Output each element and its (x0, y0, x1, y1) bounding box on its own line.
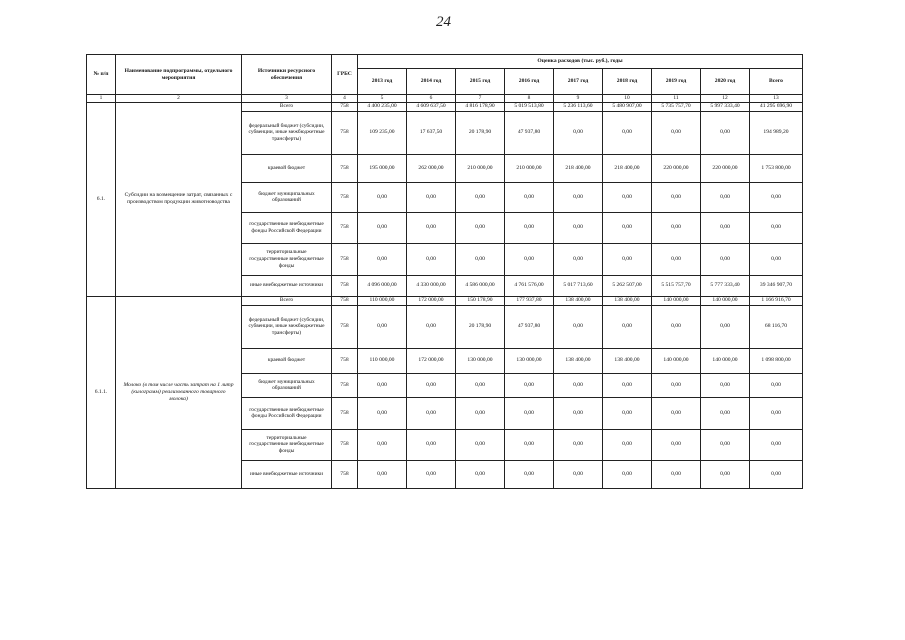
value-cell: 109 235,00 (358, 111, 407, 154)
value-cell: 4 609 637,50 (407, 102, 456, 111)
budget-table (86, 54, 803, 489)
column-number: 8 (505, 95, 554, 103)
header-name: Наименование подпрограммы, отдельного мероприятия (116, 55, 242, 95)
column-number: 10 (603, 95, 652, 103)
value-cell: 0,00 (701, 429, 750, 460)
source-cell: Всего (242, 296, 332, 305)
column-numbers-row (87, 95, 803, 103)
column-number: 3 (242, 95, 332, 103)
total-value-cell: 0,00 (750, 212, 803, 243)
value-cell: 0,00 (652, 243, 701, 275)
value-cell: 0,00 (603, 212, 652, 243)
value-cell: 17 637,50 (407, 111, 456, 154)
value-cell: 5 997 333,40 (701, 102, 750, 111)
header-estimate: Оценка расходов (тыс. руб.), годы (358, 55, 803, 69)
column-number: 2 (116, 95, 242, 103)
value-cell: 138 400,00 (603, 296, 652, 305)
value-cell: 110 000,00 (358, 296, 407, 305)
value-cell: 4 400 235,00 (358, 102, 407, 111)
section-name: Субсидии на возмещение затрат, связанных с производством продукции животноводства (116, 102, 242, 296)
value-cell: 0,00 (407, 429, 456, 460)
grbs-cell: 758 (332, 102, 358, 111)
value-cell: 0,00 (603, 111, 652, 154)
source-cell: Всего (242, 102, 332, 111)
grbs-cell: 758 (332, 111, 358, 154)
grbs-cell: 758 (332, 296, 358, 305)
value-cell: 195 000,00 (358, 154, 407, 182)
value-cell: 5 777 333,40 (701, 275, 750, 296)
column-number: 6 (407, 95, 456, 103)
grbs-cell: 758 (332, 243, 358, 275)
total-value-cell: 0,00 (750, 397, 803, 429)
total-value-cell: 1 098 800,00 (750, 348, 803, 373)
value-cell: 0,00 (701, 460, 750, 488)
value-cell: 138 400,00 (554, 348, 603, 373)
value-cell: 0,00 (407, 212, 456, 243)
value-cell: 0,00 (456, 212, 505, 243)
source-cell: бюджет муниципальных образований (242, 182, 332, 212)
value-cell: 172 000,00 (407, 348, 456, 373)
header-year: 2014 год (407, 69, 456, 95)
value-cell: 0,00 (407, 243, 456, 275)
total-value-cell: 1 166 916,70 (750, 296, 803, 305)
value-cell: 4 586 000,00 (456, 275, 505, 296)
value-cell: 47 937,80 (505, 305, 554, 348)
value-cell: 140 000,00 (701, 296, 750, 305)
value-cell: 0,00 (554, 111, 603, 154)
value-cell: 220 000,00 (652, 154, 701, 182)
source-cell: территориальные государственные внебюджетные фонды (242, 243, 332, 275)
total-value-cell: 194 989,20 (750, 111, 803, 154)
table-row-total (87, 102, 803, 111)
total-value-cell: 0,00 (750, 373, 803, 397)
column-number: 5 (358, 95, 407, 103)
grbs-cell: 758 (332, 275, 358, 296)
header-year: 2013 год (358, 69, 407, 95)
header-year: 2019 год (652, 69, 701, 95)
source-cell: краевой бюджет (242, 348, 332, 373)
value-cell: 0,00 (456, 243, 505, 275)
value-cell: 47 937,80 (505, 111, 554, 154)
value-cell: 0,00 (701, 397, 750, 429)
table-row-total (87, 296, 803, 305)
value-cell: 220 000,00 (701, 154, 750, 182)
grbs-cell: 758 (332, 212, 358, 243)
source-cell: государственные внебюджетные фонды Российской Федерации (242, 212, 332, 243)
value-cell: 4 816 178,90 (456, 102, 505, 111)
value-cell: 0,00 (407, 373, 456, 397)
column-number: 12 (701, 95, 750, 103)
section-name: Молоко (в том числе часть затрат на 1 литр (килограмм) реализованного товарного молока) (116, 296, 242, 488)
value-cell: 0,00 (505, 397, 554, 429)
value-cell: 0,00 (554, 305, 603, 348)
value-cell: 0,00 (358, 397, 407, 429)
section-number: 6.1. (87, 102, 116, 296)
value-cell: 0,00 (456, 429, 505, 460)
column-number: 9 (554, 95, 603, 103)
value-cell: 140 000,00 (652, 296, 701, 305)
header-year: 2020 год (701, 69, 750, 95)
value-cell: 0,00 (358, 305, 407, 348)
page-number: 24 (436, 14, 451, 30)
value-cell: 0,00 (505, 373, 554, 397)
value-cell: 130 000,00 (505, 348, 554, 373)
value-cell: 0,00 (603, 305, 652, 348)
value-cell: 0,00 (554, 182, 603, 212)
column-number: 4 (332, 95, 358, 103)
section-number: 6.1.1. (87, 296, 116, 488)
value-cell: 210 000,00 (456, 154, 505, 182)
header-year: 2018 год (603, 69, 652, 95)
source-cell: государственные внебюджетные фонды Российской Федерации (242, 397, 332, 429)
value-cell: 0,00 (358, 460, 407, 488)
column-number: 11 (652, 95, 701, 103)
value-cell: 0,00 (358, 429, 407, 460)
column-number: 7 (456, 95, 505, 103)
value-cell: 0,00 (407, 305, 456, 348)
value-cell: 5 735 757,70 (652, 102, 701, 111)
header-year: 2015 год (456, 69, 505, 95)
value-cell: 0,00 (652, 305, 701, 348)
value-cell: 0,00 (505, 182, 554, 212)
value-cell: 0,00 (456, 460, 505, 488)
value-cell: 0,00 (652, 397, 701, 429)
value-cell: 262 000,00 (407, 154, 456, 182)
total-value-cell: 0,00 (750, 182, 803, 212)
value-cell: 130 000,00 (456, 348, 505, 373)
total-value-cell: 41 295 696,90 (750, 102, 803, 111)
value-cell: 5 262 507,00 (603, 275, 652, 296)
value-cell: 0,00 (456, 373, 505, 397)
header-source: Источники ресурсного обеспечения (242, 55, 332, 95)
header-year-total: Всего (750, 69, 803, 95)
value-cell: 0,00 (358, 182, 407, 212)
header-number: № п/п (87, 55, 116, 95)
total-value-cell: 1 753 800,00 (750, 154, 803, 182)
value-cell: 0,00 (554, 373, 603, 397)
column-number: 1 (87, 95, 116, 103)
value-cell: 218 400,00 (554, 154, 603, 182)
grbs-cell: 758 (332, 348, 358, 373)
value-cell: 0,00 (603, 460, 652, 488)
grbs-cell: 758 (332, 182, 358, 212)
value-cell: 5 236 113,60 (554, 102, 603, 111)
value-cell: 218 400,00 (603, 154, 652, 182)
source-cell: бюджет муниципальных образований (242, 373, 332, 397)
grbs-cell: 758 (332, 397, 358, 429)
value-cell: 172 000,00 (407, 296, 456, 305)
value-cell: 0,00 (652, 373, 701, 397)
value-cell: 0,00 (554, 212, 603, 243)
value-cell: 140 000,00 (701, 348, 750, 373)
grbs-cell: 758 (332, 154, 358, 182)
value-cell: 5 480 907,00 (603, 102, 652, 111)
header-year: 2017 год (554, 69, 603, 95)
value-cell: 0,00 (554, 429, 603, 460)
total-value-cell: 0,00 (750, 243, 803, 275)
header-year: 2016 год (505, 69, 554, 95)
value-cell: 0,00 (652, 429, 701, 460)
value-cell: 20 178,90 (456, 111, 505, 154)
value-cell: 0,00 (358, 212, 407, 243)
value-cell: 0,00 (652, 212, 701, 243)
grbs-cell: 758 (332, 305, 358, 348)
value-cell: 138 400,00 (554, 296, 603, 305)
grbs-cell: 758 (332, 460, 358, 488)
value-cell: 4 096 000,00 (358, 275, 407, 296)
header-grbs: ГРБС (332, 55, 358, 95)
total-value-cell: 39 346 907,70 (750, 275, 803, 296)
grbs-cell: 758 (332, 429, 358, 460)
value-cell: 0,00 (603, 429, 652, 460)
source-cell: федеральный бюджет (субсидии, субвенции, иные межбюджетные трансферты) (242, 305, 332, 348)
value-cell: 0,00 (701, 212, 750, 243)
value-cell: 0,00 (701, 182, 750, 212)
value-cell: 0,00 (554, 243, 603, 275)
value-cell: 0,00 (603, 373, 652, 397)
source-cell: иные внебюджетные источники (242, 275, 332, 296)
value-cell: 0,00 (603, 182, 652, 212)
value-cell: 177 937,80 (505, 296, 554, 305)
source-cell: федеральный бюджет (субсидии, субвенции, иные межбюджетные трансферты) (242, 111, 332, 154)
value-cell: 110 000,00 (358, 348, 407, 373)
total-value-cell: 68 116,70 (750, 305, 803, 348)
value-cell: 0,00 (554, 460, 603, 488)
source-cell: территориальные государственные внебюджетные фонды (242, 429, 332, 460)
value-cell: 0,00 (358, 243, 407, 275)
value-cell: 0,00 (407, 182, 456, 212)
value-cell: 0,00 (407, 397, 456, 429)
value-cell: 0,00 (456, 397, 505, 429)
value-cell: 140 000,00 (652, 348, 701, 373)
value-cell: 0,00 (505, 243, 554, 275)
value-cell: 0,00 (603, 243, 652, 275)
value-cell: 4 761 576,00 (505, 275, 554, 296)
value-cell: 0,00 (652, 182, 701, 212)
total-value-cell: 0,00 (750, 429, 803, 460)
value-cell: 0,00 (505, 429, 554, 460)
value-cell: 0,00 (554, 397, 603, 429)
value-cell: 0,00 (701, 243, 750, 275)
value-cell: 0,00 (505, 212, 554, 243)
value-cell: 0,00 (456, 182, 505, 212)
value-cell: 0,00 (652, 111, 701, 154)
value-cell: 4 330 000,00 (407, 275, 456, 296)
value-cell: 210 000,00 (505, 154, 554, 182)
value-cell: 138 400,00 (603, 348, 652, 373)
value-cell: 0,00 (358, 373, 407, 397)
value-cell: 5 515 757,70 (652, 275, 701, 296)
value-cell: 0,00 (701, 373, 750, 397)
column-number: 13 (750, 95, 803, 103)
total-value-cell: 0,00 (750, 460, 803, 488)
value-cell: 0,00 (505, 460, 554, 488)
value-cell: 5 019 513,80 (505, 102, 554, 111)
value-cell: 0,00 (701, 305, 750, 348)
value-cell: 150 178,90 (456, 296, 505, 305)
value-cell: 20 178,90 (456, 305, 505, 348)
source-cell: краевой бюджет (242, 154, 332, 182)
value-cell: 0,00 (407, 460, 456, 488)
value-cell: 0,00 (603, 397, 652, 429)
value-cell: 5 017 713,60 (554, 275, 603, 296)
grbs-cell: 758 (332, 373, 358, 397)
value-cell: 0,00 (652, 460, 701, 488)
value-cell: 0,00 (701, 111, 750, 154)
source-cell: иные внебюджетные источники (242, 460, 332, 488)
